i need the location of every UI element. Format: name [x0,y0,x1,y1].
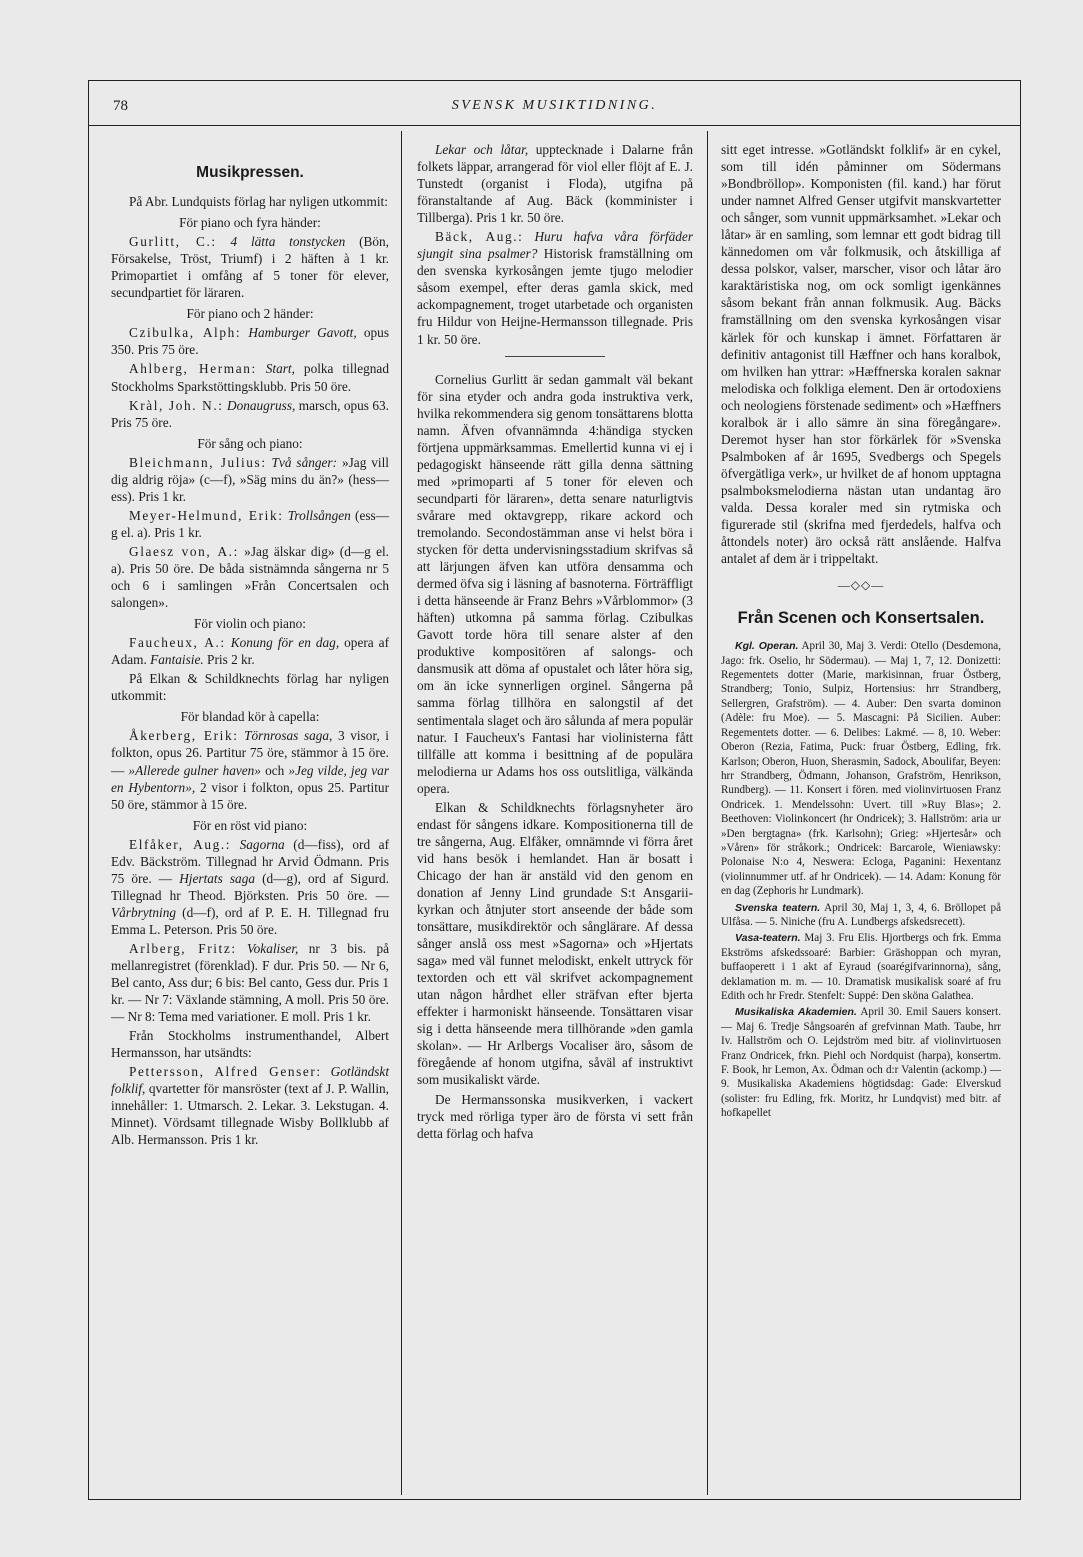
news-text: April 30, Maj 3. Verdi: Otello (Desdemona, Jago: frk. Oselio, hr Södermau). — Maj 1, 7, 12. Donizetti: Regementets dotter (Marie, markisinnan, fruar Östberg, Strandberg; Tonio, Sulpiz, Hortensius: hrr Strandberg, Sellergren, Grafström). — 4. Auber: Den svarta dominon (Adèle: fru Moe). — 5. Mascagni: På Sicilien. Auber: Regementets dotter. — 6. Delibes: Lakmé. — 8, 10. Weber: Oberon (Rezia, Fatima, Puck: fruar Östberg, Edling, frk. Karlson; Oberon, Huon, Sherasmin, Sadock, Aboulifar, Beyen: hrr Strandberg, Ödmann, Johanson, Grafström, Henrikson, Rundberg). — 11. Konsert i fören. med violinvirtuosen Franz Ondricek. 1. Mendelssohn: Uvert. till »Ruy Blas»; 2. Beethoven: Violinkoncert (hr Ondricek); 3. Hallström: aria ur »Den bergtagna» (frk. Karlsohn); Grieg: »Hjertesår» och »Våren» för stråkork.; Ondricek: Barcarole, Wieniawsky: Polonaise N:o 4, Neswera: Ecloga, Paganini: Hexentanz (violinnummer utf. af hr Ondricek). — 14. Adam: Konung för en dag (Zephoris hr Lundmark). [721,640,1001,898]
news-item [721,931,1001,1003]
listing [111,454,389,505]
listing [111,1063,389,1148]
work-title: Vårbrytning [111,904,177,920]
news-text: April 30. Emil Sauers konsert. — Maj 6. Tredje Sångsoarén af grefvinnan Math. Taube, hrr Iv. Hallström och O. Lejdström med bitr. af violinvirtuosen Franz Ondricek, frkn. Piehl och Nordquist (harpa), konsertm. F. Book, hr Lemon, Ax. Ödman och d:r Valentin (ackomp.) — 9. Musikaliska Akademiens högtidsdag: Gade: Elverskud (solister: fru Edling, frk. Moritz, hr Lundqvist) med bitr. af hofkapellet [721,1006,1001,1120]
section-heading-scenen: Från Scenen och Konsertsalen. [737,609,985,628]
listing [111,634,389,668]
composer-name: Kràl, Joh. N.: [129,397,224,413]
subheading: För piano och fyra händer: [179,215,321,231]
work-title: Start, [265,361,295,377]
composer-name: Ahlberg, Herman: [129,361,257,377]
page-frame [88,80,1021,1500]
page-number: 78 [113,98,128,114]
venue-name: Kgl. Operan. [735,640,799,653]
listing [111,543,389,611]
composer-name: Pettersson, Alfred Genser: [129,1064,322,1080]
listing [111,233,389,301]
composer-name: Bäck, Aug.: [435,229,524,245]
work-title: Törnrosas saga, [244,728,333,744]
work-title: Sagorna [239,836,285,852]
composer-name: Arlberg, Fritz: [129,940,237,956]
composer-name: Czibulka, Alph: [129,325,242,341]
review-paragraph: Elkan & Schildknechts förlagsnyheter äro endast för sångens idkare. Kompositionerna till de tre sångerna, Aug. Elfåker, omnämnde vi förra året vid hans besök i hemlandet. Han är bosatt i Chicago der han är anstäld vid den genom en donation af Jenny Lind grundade S:t Ansgarii-kyrkan och åtnjuter stort anseende der både som tonsättare, musikdirektör och sånglärare. Af dessa sånger anslå oss mest »Sagorna» och »Hjertats saga» med väl funnet melodiskt, enkelt uttryck för textorden och ett väl skrifvet ackompagnement utan någon hårdhet eller sträfvan efter bjerta effekter i harmoniskt hänseende. Tonsättaren visar sig i detta hänseende mera tillhörande »den gamla skolan». — Hr Arlbergs Vocaliser äro, såsom de föregående af honom utgifna, såväl af instruktivt som musikaliskt värde. [417,799,693,1088]
news-text: April 30, Maj 1, 3, 4, 6. Bröllopet på Ulfåsa. — 5. Niniche (fru A. Lundbergs afskedsrecett). [721,901,1001,928]
ornament-divider: —◇◇— [837,578,885,593]
work-title: 4 lätta tonstycken [230,234,346,250]
work-title: »Allerede gulner haven» [128,762,261,778]
composer-name: Elfåker, Aug.: [129,836,232,852]
listing-text: Pris 2 kr. [207,652,255,668]
work-title: Gotländskt folklif, [111,1064,390,1097]
section-heading-musikpressen: Musikpressen. [196,164,304,181]
paragraph: På Abr. Lundquists förlag har nyligen utkommit: [129,194,388,210]
composer-name: Meyer-Helmund, Erik: [129,507,284,523]
composer-name: Gurlitt, C.: [129,234,217,250]
news-item [721,901,1001,930]
listing-text: (ess—g el. a). Pris 1 kr. [111,507,390,540]
subheading: För en röst vid piano: [192,817,308,833]
paragraph: Från Stockholms instrumenthandel, Albert Hermansson, har utsändts: [111,1028,389,1061]
listing [111,507,389,541]
listing-text: »Jag älskar dig» (d—g el. a). Pris 50 öre. De båda sistnämnda sångerna nr 5 och 6 i samlingen »Från Concertsalen och salongen». [111,543,389,611]
subheading: För sång och piano: [197,435,303,451]
review-paragraph: De Hermanssonska musikverken, i vackert tryck med rörliga typer äro de första vi sett från detta förlag och hafva [417,1091,693,1141]
news-item [721,1005,1001,1120]
listing-text: 3 visor, i folkton, opus 26. Partitur 75 öre, stämmor à 15 öre. — [111,728,389,778]
running-header [89,81,1020,126]
column-3 [721,141,1001,1121]
review-paragraph: Cornelius Gurlitt är sedan gammalt väl bekant för sina etyder och andra goda instruktiva verk, hvilka rekommendera sig genom tonsättarens blotta namn. Äfven ofvannämnda 4:händiga stycken förtjena uppmärksammas. Emellertid kunna vi ej i pedagogiskt hänseende rätt gilla denna sättning med »primoparti af 5 toner för eleven och secundparti för läraren», detta senare naturligtvis svårare med oktavgrepp, rikare ackord och tremolando. Secondostämman anse vi helst böra i stycken för detta undervisningsstadium skrifvas så att lärjungen äfven kan utföra densamma och dermed öfva sig i läsning af basnoterna. Förträffligt i detta hänseende är Franz Behrs »Vårblommor» (3 häften) utkomna på samma förlag. Czibulkas Gavott torde höra till senare alster af den produktive kompositören af salongs- och dansmusik att döma af opustalet och låter höra sig, om än icke synnerligen orginel. Sångerna på samma förlag tillhöra en salongstil af det sentimentala slaget och äro sålunda af mera populär natur. I Faucheux's Fantasi har violinisterna fått tillfälle att komma i besittning af de populära melodierna ur Adams hos oss outslitliga, välkända opera. [417,371,693,796]
news-text: Maj 3. Fru Elis. Hjortbergs och frk. Emma Ekströms afskedssoaré: Barbier: Gräshoppan och myran, buffaoperett i 1 akt af Eyraud (soarégifvarinnorna), sång, deklamation m. m. — 10. Dramatisk musikalisk soaré af fru Edith och hr Fredr. Stenfelt: Suppé: Den sköna Galathea. [721,932,1001,1003]
column-1 [111,164,389,1149]
listing-text: och [265,762,285,778]
listing-text: (d—f), ord af P. E. H. Tillegnad fru Emma L. Peterson. Pris 50 öre. [111,904,389,937]
subheading: För blandad kör à capella: [180,709,320,725]
column-2 [417,141,693,1142]
work-title: Trollsången [287,507,351,523]
composer-name: Bleichmann, Julius: [129,454,267,470]
paragraph: På Elkan & Schildknechts förlag har nyligen utkommit: [111,671,389,704]
listing [111,836,389,938]
work-title: »Jeg vilde, jeg var en Hybentorn», [111,762,390,795]
listing-text: (d—fiss), ord af Edv. Bäckström. Tillegnad hr Arvid Ödmann. Pris 75 öre. — [111,836,390,886]
listing [111,727,389,812]
listing-text: polka tillegnad Stockholms Sparkstöttingsklubb. Pris 50 öre. [111,361,389,394]
news-listings [721,639,1001,1120]
listing-text: opera af Adam. [111,635,389,668]
work-title: Hamburger Gavott, [248,325,357,341]
listing-text: »Jag vill dig aldrig röja» (c—f), »Säg mins du än?» (hess—ess). Pris 1 kr. [111,454,389,504]
composer-name: Faucheux, A.: [129,635,226,651]
column-rule-1 [401,131,402,1495]
listing-text: Historisk framställning om den svenska kyrkosången jemte tjugo melodier såsom exempel, efter deras gamla skick, med ackompagnement, troget utarbetade och organisten fru Hildur von Heijne-Hermansson tillegnade. Pris 1 kr. 50 öre. [417,246,693,347]
listing [111,940,389,1025]
work-title: Huru hafva våra förfäder sjungit sina psalmer? [417,229,693,262]
subheading: För violin och piano: [194,616,306,632]
listing-text: nr 3 bis. på mellanregistret (förenklad). F dur. Pris 50. — Nr 6, Bel canto, Ass dur; 6 bis: Bel canto, Gess dur. Pris 1 kr. — Nr 7: Växlande stämning, A moll. Pris 50 öre. — Nr 8: Tema med variationer. E moll. Pris 1 kr. [111,940,390,1025]
listing [417,228,693,347]
listing-text: upptecknade i Dalarne från folkets läppar, arrangerad för viol eller flöjt af E. J. Tunstedt (organist i Floda), utgifna på föranstaltande af Aug. Bäck (komminister i Tillberga). Pris 1 kr. 50 öre. [417,142,693,226]
work-title: Donaugruss, [226,397,296,413]
listing-text: marsch, opus 63. Pris 75 öre. [111,397,389,430]
listing [111,360,389,394]
listing-text: (Bön, Försakelse, Tröst, Triumf) i 2 häften à 1 kr. Primopartiet i omfång af 5 toner för elever, secundpartiet för läraren. [111,234,389,301]
review-paragraph: sitt eget intresse. »Gotländskt folklif» är en cykel, som till idén påminner om Södermans »Bondbröllop». Komponisten (fil. kand.) har förut under namnet Alfred Genser utgifvit manskvartetter och sånger, som vunnit uppmärksamhet. »Lekar och låtar» är en samling, som lemnar ett godt bidrag till kännedomen om vår folkmusik, och åtskilliga af dessa polskor, valser, marscher, visor och låtar äro karaktäristiska nog, om ock somligt igenkännes såsom bekant från annan folkmusik. Aug. Bäcks framställning om den svenska kyrkosången visar kärlek för och kunskap i ämnet. Författaren är definitiv antagonist till Hæffner och hans koralbok, om hvilken han yttrar: »Hæffnerska koralen saknar melodiska och folkliga element. Den är ortodoxiens och neologiens förstenade sediment» och »Hæffners koralbok är i allo sämre än sina föregångare». Deremot hyser han stor förkärlek för »Svenska Psalmboken af år 1695, Svedbergs och Spegels öfvergätliga verk», ur hvilket de af honom upptagna psalmboksmelodierna nästan utan undantag äro valda. Dessa koraler med sin rytmiska och figurerade stil (skrifna med fjerdedels, halfva och åttondels noter) äro också rätt anslående. Halfva antalet af dem är i trippeltakt. [721,142,1001,567]
work-title: Fantaisie. [150,652,204,668]
listing-text: opus 350. Pris 75 öre. [111,325,389,358]
listing [111,397,389,431]
work-title: Lekar och låtar, [435,142,529,157]
listing [417,141,693,226]
listing [111,324,389,358]
venue-name: Svenska teatern. [735,901,821,914]
listing-text: (d—g), ord af Sigurd. Tillegnad hr Theod. Björksten. Pris 50 öre. — [111,870,390,903]
listing-text: 2 visor i folkton, opus 25. Partitur 50 öre, stämmor à 15 öre. [111,779,390,812]
work-title: Konung för en dag, [230,635,340,651]
subheading: För piano och 2 händer: [186,306,314,322]
composer-name: Glaesz von, A.: [129,543,239,559]
venue-name: Musikaliska Akademien. [735,1006,857,1019]
news-item [721,639,1001,898]
column-rule-2 [707,131,708,1495]
work-title: Hjertats saga [179,870,256,886]
listing-text: qvartetter för mansröster (text af J. P. Wallin, innehåller: 1. Utmarsch. 2. Lekar. 3. Lekstugan. 4. Minnet). Vördsamt tillegnade Wisby Bollklubb af Alb. Hermansson. Pris 1 kr. [111,1081,389,1148]
journal-title: SVENSK MUSIKTIDNING. [451,98,658,113]
composer-name: Åkerberg, Erik: [129,728,239,744]
work-title: Två sånger: [271,454,338,470]
venue-name: Vasa-teatern. [735,932,801,945]
work-title: Vokaliser, [247,940,299,956]
